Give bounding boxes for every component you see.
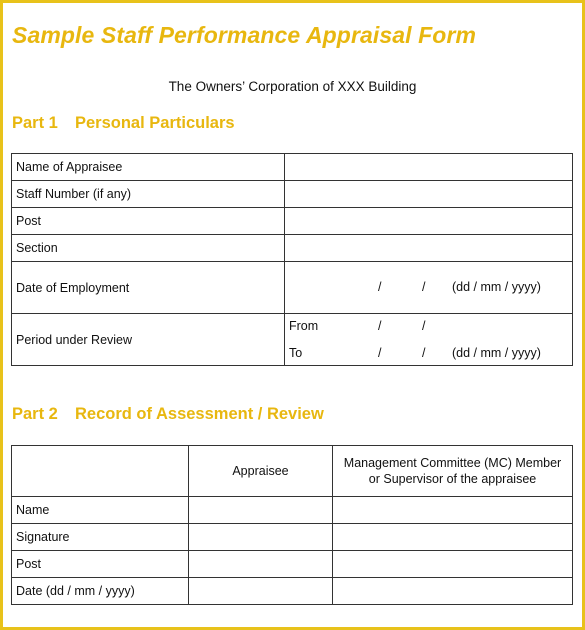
date-separator: / bbox=[422, 346, 426, 360]
post-row-label: Post bbox=[12, 551, 189, 578]
date-format-hint: (dd / mm / yyyy) bbox=[452, 346, 541, 360]
mc-header-line1: Management Committee (MC) Member bbox=[343, 456, 562, 470]
date-separator: / bbox=[378, 319, 382, 333]
part1-number: Part 1 bbox=[12, 114, 58, 132]
table-row bbox=[12, 578, 573, 605]
table-row bbox=[12, 154, 573, 181]
date-separator: / bbox=[422, 319, 426, 333]
appraisee-post-cell[interactable] bbox=[189, 551, 333, 578]
appraisee-column-header: Appraisee bbox=[189, 446, 333, 497]
part2-number: Part 2 bbox=[12, 405, 58, 423]
organisation-name: The Owners’ Corporation of XXX Building bbox=[168, 79, 417, 94]
date-separator: / bbox=[378, 280, 382, 294]
table-row bbox=[12, 524, 573, 551]
signature-row-label: Signature bbox=[12, 524, 189, 551]
date-of-employment-label: Date of Employment bbox=[12, 262, 285, 314]
to-label: To bbox=[289, 346, 303, 360]
date-row-label: Date (dd / mm / yyyy) bbox=[12, 578, 189, 605]
date-separator: / bbox=[378, 346, 382, 360]
appraisee-date-cell[interactable] bbox=[189, 578, 333, 605]
blank-header-cell bbox=[12, 446, 189, 497]
mc-date-cell[interactable] bbox=[333, 578, 573, 605]
appraisee-signature-cell[interactable] bbox=[189, 524, 333, 551]
appraisee-name-label: Name of Appraisee bbox=[12, 154, 285, 181]
table-row bbox=[12, 262, 573, 314]
staff-number-label: Staff Number (if any) bbox=[12, 181, 285, 208]
period-under-review-field[interactable] bbox=[285, 314, 573, 366]
table-row bbox=[12, 208, 573, 235]
table-header-row bbox=[12, 446, 573, 497]
from-label: From bbox=[289, 319, 319, 333]
section-label: Section bbox=[12, 235, 285, 262]
period-under-review-label: Period under Review bbox=[12, 314, 285, 366]
table-row bbox=[12, 235, 573, 262]
table-row bbox=[12, 181, 573, 208]
part1-title: Personal Particulars bbox=[75, 114, 235, 132]
assessment-record-table bbox=[11, 445, 573, 605]
table-row bbox=[12, 551, 573, 578]
staff-number-field[interactable] bbox=[285, 181, 573, 208]
mc-column-header bbox=[333, 446, 573, 497]
appraisee-name-field[interactable] bbox=[285, 154, 573, 181]
date-of-employment-field[interactable] bbox=[285, 262, 573, 314]
table-row bbox=[12, 314, 573, 366]
mc-header-line2: or Supervisor of the appraisee bbox=[368, 472, 537, 486]
name-row-label: Name bbox=[12, 497, 189, 524]
mc-signature-cell[interactable] bbox=[333, 524, 573, 551]
part2-heading bbox=[12, 405, 324, 424]
table-row bbox=[12, 497, 573, 524]
part1-heading bbox=[12, 114, 235, 133]
date-format-hint: (dd / mm / yyyy) bbox=[452, 280, 541, 294]
part2-title: Record of Assessment / Review bbox=[75, 405, 324, 423]
form-title: Sample Staff Performance Appraisal Form bbox=[12, 22, 477, 48]
mc-post-cell[interactable] bbox=[333, 551, 573, 578]
post-label: Post bbox=[12, 208, 285, 235]
mc-name-cell[interactable] bbox=[333, 497, 573, 524]
section-field[interactable] bbox=[285, 235, 573, 262]
personal-particulars-table bbox=[11, 153, 573, 366]
date-separator: / bbox=[422, 280, 426, 294]
appraisee-name-cell[interactable] bbox=[189, 497, 333, 524]
post-field[interactable] bbox=[285, 208, 573, 235]
